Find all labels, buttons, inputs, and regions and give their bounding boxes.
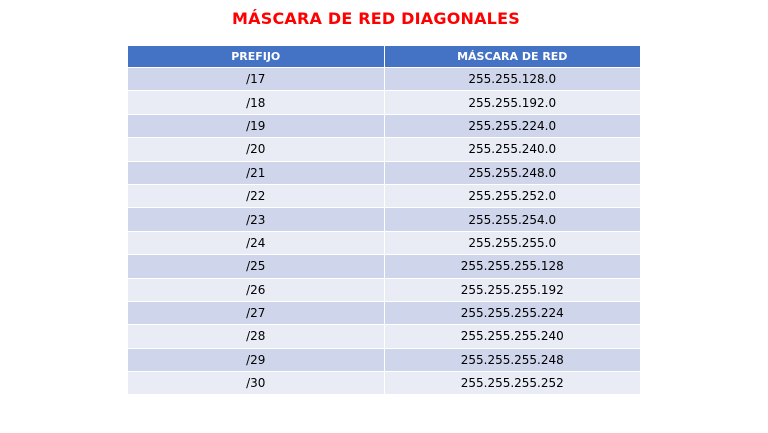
table-row: [128, 91, 640, 114]
table-row: [128, 301, 640, 324]
mask-cell: 255.255.128.0: [384, 68, 640, 91]
mask-cell: 255.255.248.0: [384, 161, 640, 184]
table-row: [128, 255, 640, 278]
table-row: [128, 161, 640, 184]
mask-cell: 255.255.255.248: [384, 348, 640, 371]
prefix-cell: /18: [128, 91, 384, 114]
prefix-cell: /21: [128, 161, 384, 184]
prefix-cell: /27: [128, 301, 384, 324]
mask-cell: 255.255.252.0: [384, 184, 640, 207]
mask-cell: 255.255.255.192: [384, 278, 640, 301]
prefix-cell: /30: [128, 372, 384, 395]
mask-cell: 255.255.255.252: [384, 372, 640, 395]
table-row: [128, 184, 640, 207]
subnet-mask-table: [128, 46, 640, 395]
prefix-cell: /26: [128, 278, 384, 301]
table-row: [128, 68, 640, 91]
header-mask: MÁSCARA DE RED: [384, 46, 640, 68]
prefix-cell: /22: [128, 184, 384, 207]
prefix-cell: /29: [128, 348, 384, 371]
prefix-cell: /17: [128, 68, 384, 91]
prefix-cell: /20: [128, 138, 384, 161]
prefix-cell: /24: [128, 231, 384, 254]
page-title: MÁSCARA DE RED DIAGONALES: [232, 9, 520, 28]
mask-cell: 255.255.240.0: [384, 138, 640, 161]
table-row: [128, 138, 640, 161]
mask-cell: 255.255.192.0: [384, 91, 640, 114]
prefix-cell: /19: [128, 114, 384, 137]
table-row: [128, 114, 640, 137]
mask-cell: 255.255.254.0: [384, 208, 640, 231]
table-row: [128, 325, 640, 348]
table-header-row: [128, 46, 640, 68]
table-row: [128, 231, 640, 254]
mask-cell: 255.255.255.224: [384, 301, 640, 324]
mask-cell: 255.255.255.240: [384, 325, 640, 348]
mask-cell: 255.255.255.128: [384, 255, 640, 278]
prefix-cell: /25: [128, 255, 384, 278]
header-prefix: PREFIJO: [128, 46, 384, 68]
table-row: [128, 372, 640, 395]
table-row: [128, 278, 640, 301]
mask-cell: 255.255.255.0: [384, 231, 640, 254]
table-row: [128, 208, 640, 231]
mask-cell: 255.255.224.0: [384, 114, 640, 137]
prefix-cell: /28: [128, 325, 384, 348]
table-row: [128, 348, 640, 371]
prefix-cell: /23: [128, 208, 384, 231]
